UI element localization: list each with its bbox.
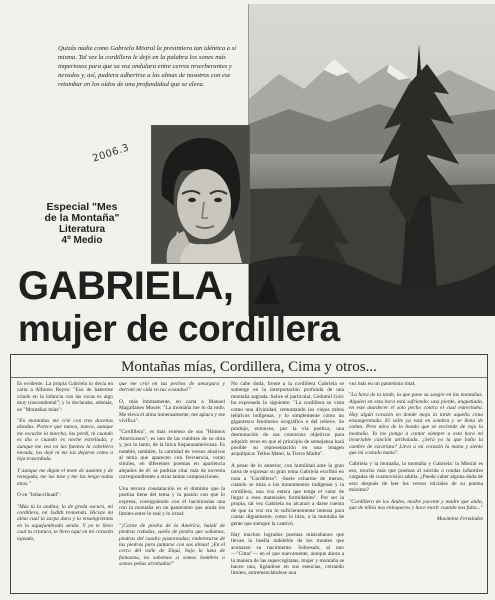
article-column-3 (231, 381, 344, 582)
special-line-1: Especial "Mes (46, 201, 118, 213)
article-subtitle: Montañas mías, Cordillera, Cima y otros... (121, 359, 377, 375)
special-section-label (18, 202, 146, 246)
col2-paragraph: que me crió en tus pechos de amargura y derrotó mi vida en tus costados!" (119, 381, 225, 394)
article-column-4 (349, 381, 483, 528)
article-column-2 (119, 381, 225, 573)
special-line-3: Literatura (58, 224, 106, 235)
col4-paragraph: Gabriela y la montaña, la montaña y Gabriela: la Mistral es eso, mucho más que poemas al suicida o rondas infantiles cargadas de cosmovisión adulta. ¿Puede caber alguna duda de esto después de leer los versos iniciales de su poema máximo? (349, 461, 483, 494)
subtitle-divider (11, 377, 487, 378)
col4-paragraph: "Cordillera de los Andes, madre yacente y madre que anda, que de niños nos enloqueces y hace morir cuando nos falta..." (349, 498, 483, 511)
gabriela-portrait-photo (151, 125, 250, 264)
article-column-1 (17, 381, 113, 547)
col4-paragraph: vez más en un panteísmo total. (349, 381, 416, 387)
intro-paragraph: Quizás nadie como Gabriela Mistral la presintiera tan idéntica a sí misma. Tal vez la cordillera le dejó en la palabra los sones más imperiosos para que su voz ondulara entre cerros reverberantes y nevados y, así, pudiera adherirse a las almas de nosotros con ese retumbar en los oídos de una profundidad que se eleva. (58, 45, 237, 88)
article-author: Maximino Fernández (436, 516, 483, 523)
col4-paragraph: "La hora de la tarde, la que pone su sangre en las montañas. Alguien en esta hora está sufriendo; una pierde, angustiada, en este atardecer el solo pecho contra el cual estrechaba. Hay algún corazón en donde moja la tarde aquella cima ensangrentada. El valle ya está en sombra y se llena de calma. Pero mira de lo hondo que se enciende de rojo la montaña. Yo me pongo a cantar siempre a esta hora mi invariable canción atribulada. ¿Será yo la que baño la cumbre de escarlata? Llevo a mi corazón la mano y siento que mi costado mana". (349, 392, 483, 457)
col2-paragraph: O, más íntimamente, en carta a Manuel Magallanes Moure: "La montaña me lo da todo. Me eleva el alma inmensamente, me aplaca y me vivifica". (119, 398, 225, 425)
col1-paragraph: O en "Istlaccíhuatl": (17, 492, 61, 499)
handwritten-note: 2006.3 (91, 142, 131, 165)
col2-paragraph: "¡Carne de piedra de la América, halalí de piedras rodadas, sueño de piedra que soñamos, piedras del cuadro pastoreadas; enderezarse de las piedras para juntarse con sus almas! ¡En el cerco del valle de Elqui, bajo la luna de fantasma, no sabemos si somos hombres o somos peñas arrobadas!" (119, 522, 225, 568)
col1-paragraph: "En montañas me crié con tres docenas alzadas. Parece que nunca, nunca, aunque me escuche la marcha, las perdí, ni cuando es día o cuando es noche estrellada, y aunque me vea en las fuentes la cabellera nevada, las dejé ni me las dejaron como a hija trasordada. (17, 418, 113, 463)
col3-paragraph: No cabe duda, frente a la cordillera Gabriela se sumerge en la interpretación profunda de una montaña sagrada. Sobre el particular, Cedomil Goic ha expresado lo siguiente: "La cordillera se vista como una divinidad, remontando los viejos mitos telúricos indígenas, y lo simplemente como un gigantesco fenómeno orográfico o del relieve. Se produjo, entonces, por la vía poética, una desmutación de sus contornos objetivos para adquirir otros en que el principio de semejanza hará posible su representación en una imagen arquitípica: Tellus Mater, la Tierra Madre". (231, 381, 344, 458)
col3-paragraph: A pesar de lo anterior, con humildad ante la gran tarea de expresar su gran tema Gabriela escribió en nota a "Cordillera": -Suele echarme de menos, cuando se mira a los monumentos indígenas y la cordillera, una voz entera que tenga el valor de llegar a esos materiales formidables". Por ser la propia, tal vez Gabriela no alcanzó a darse cuenta de que su voz era lo suficientemente intensa para cantar dignamente, como lo hizo, a la montaña de gente que siempre la cautivó. (231, 462, 344, 527)
col1-paragraph: Y aunque me digan el mote de ausente y de renegada, me las tuve y me las tengo todas mías." (17, 467, 113, 487)
mountain-landscape-photo (248, 4, 495, 316)
headline-line-2: mujer de cordillera (18, 308, 340, 349)
col2-paragraph: "Cordillera", es más extenso de sus "Himnos Americanos"; es uno de las cumbres de su obra y, por lo tanto, de la lírica hispanoamericana. Es notable, también, la cantidad de versos alusivos al tema que aparecen con frecuencia, como símiles, en diferentes poemas en apariencia alejados de él: se podrían citar más de noventa correspondientes a otras tantas composiciones. (119, 429, 225, 481)
col3-paragraph: Hay muchos logrados poemas mistralianos que llevan la huella indeleble de los montes que acunaron su nacimiento. Sobresale, al uno —"Cima"— en el que nuevamente, aunque ahora a la manera de las supercogitatas, mujer y montaña se hacen una, ligándose en sus esencias, cerrando límites, entremezclándose una (231, 531, 344, 577)
article-box (10, 354, 488, 594)
headline-line-1: GABRIELA, (18, 264, 234, 308)
col2-paragraph: Una tercera constatación es el dominio que la poetisa tiene del tema y la pasión con que lo expresa, consiguiendo con él hacérnoslas una con la montaña en un panteísmo que anula los límites entre lo real y lo irreal: (119, 485, 225, 518)
special-line-2: de la Montaña" (44, 212, 120, 224)
col1-paragraph: "Más tú la andina, la de greda oscura, mi cordillera, mi Judith tremenda. Hiciste mi alma cual la zarpa dura y la ensangrientas en la aquejumbrada senda. Y yo te llevo cual tu criatura, te llevo aquí en mi corazón tajeado, (17, 503, 113, 542)
special-line-4: 4º Medio (61, 235, 103, 246)
col1-paragraph: Es evidente. La propia Gabriela lo decía en carta a Alfonso Reyes: "Eso de haberme criado en la infancia con las rocas es algo muy trascendental"; y lo declaraba, además, en "Montañas mías": (17, 381, 113, 413)
